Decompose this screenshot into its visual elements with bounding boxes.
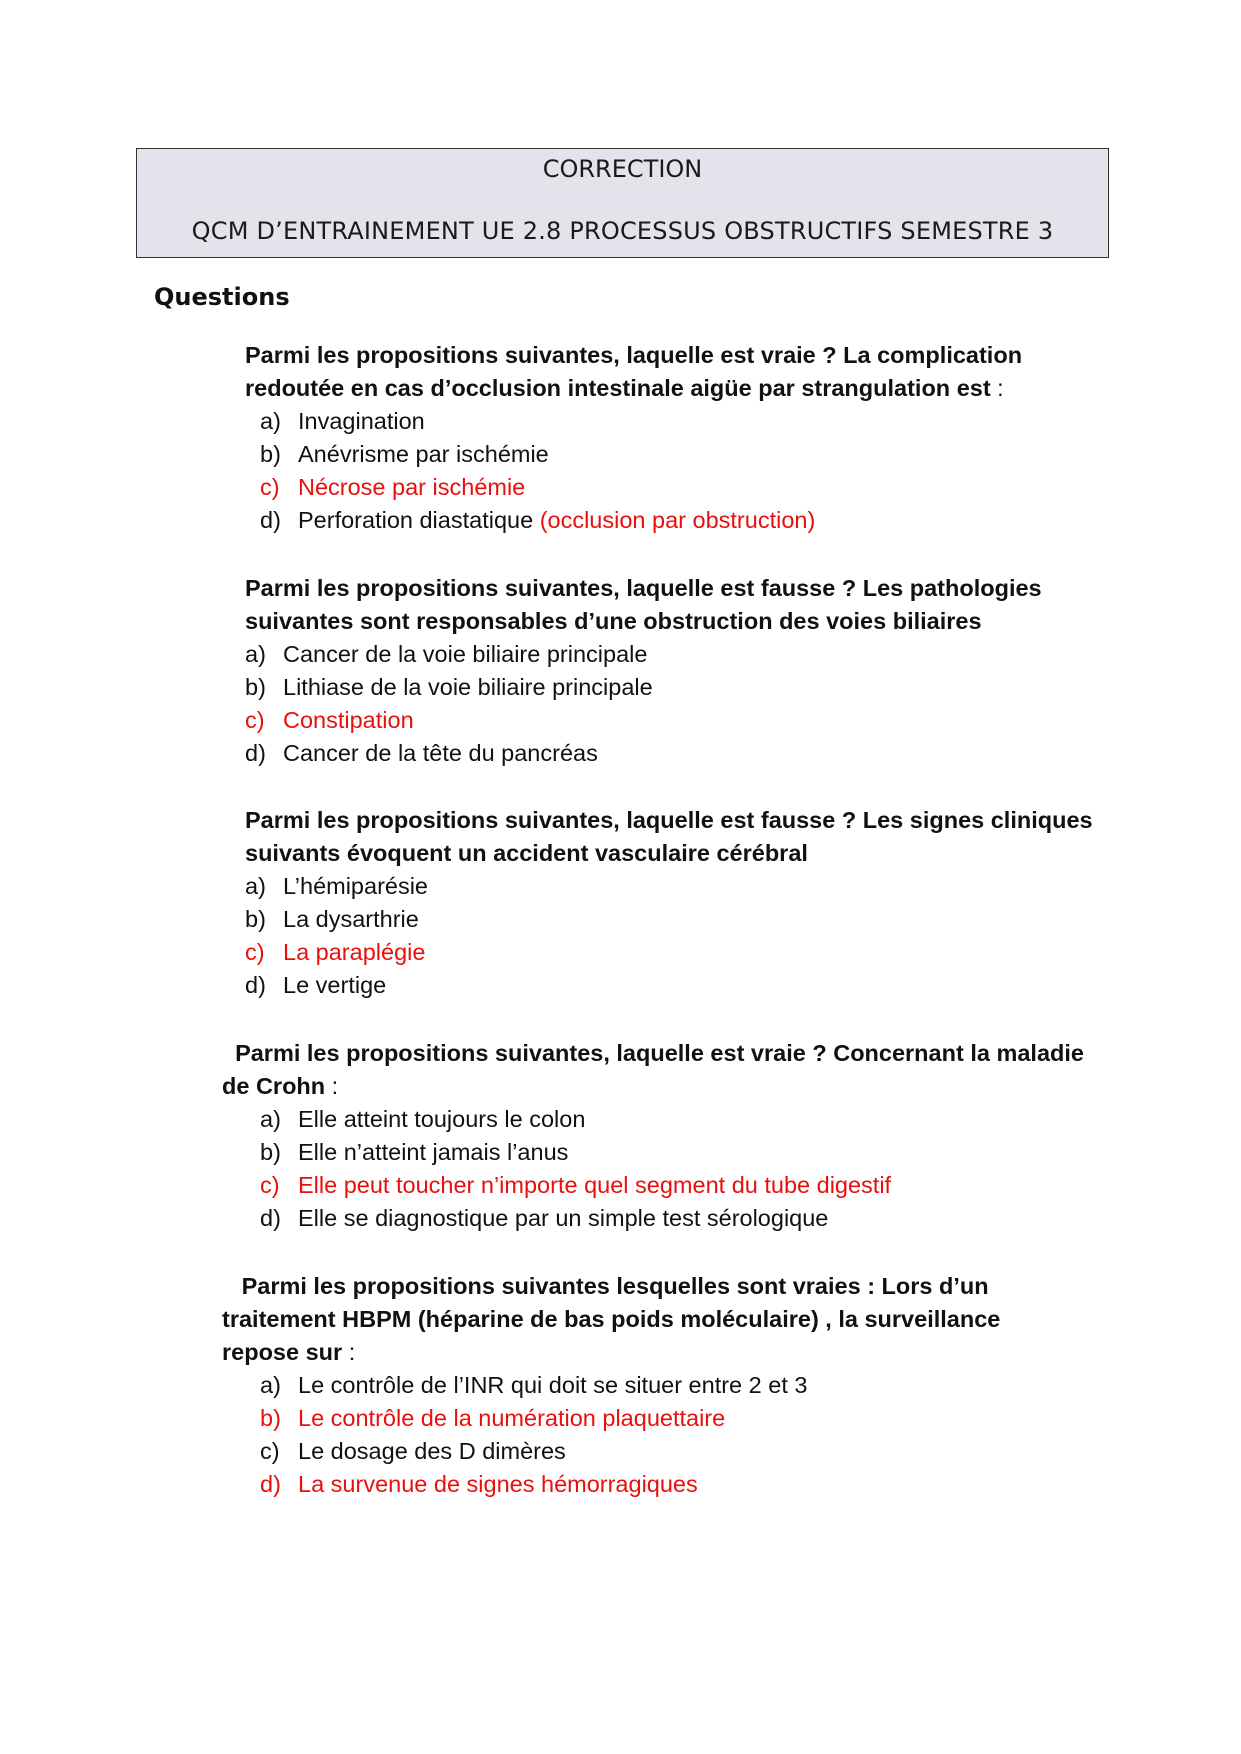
option-text: L’hémiparésie bbox=[283, 873, 429, 899]
header-box bbox=[136, 148, 1109, 258]
option-d bbox=[260, 1202, 1092, 1235]
option-b bbox=[260, 1136, 1092, 1169]
option-a bbox=[245, 870, 1095, 903]
header-subtitle: QCM D’ENTRAINEMENT UE 2.8 PROCESSUS OBSTRUCTIFS SEMESTRE 3 bbox=[191, 217, 1054, 245]
question-3 bbox=[245, 804, 1095, 1002]
option-letter: a) bbox=[245, 873, 266, 899]
option-letter: c) bbox=[245, 707, 265, 733]
option-letter: d) bbox=[260, 1471, 281, 1497]
option-c-correct bbox=[260, 471, 1095, 504]
option-letter: a) bbox=[260, 408, 281, 434]
option-letter: d) bbox=[260, 1205, 281, 1231]
option-letter: b) bbox=[260, 441, 281, 467]
section-title: Questions bbox=[154, 283, 290, 311]
option-c-correct bbox=[260, 1169, 1092, 1202]
option-a bbox=[245, 638, 1115, 671]
option-text: La survenue de signes hémorragiques bbox=[298, 1471, 698, 1497]
question-stem: Parmi les propositions suivantes, laquelle est vraie ? Concernant la maladie de Crohn : bbox=[222, 1040, 1091, 1099]
option-d-correct bbox=[260, 1468, 1082, 1501]
option-text: Elle peut toucher n’importe quel segment du tube digestif bbox=[298, 1172, 892, 1198]
option-text: Perforation diastatique bbox=[298, 507, 534, 533]
option-text: Le contrôle de la numération plaquettaire bbox=[298, 1405, 726, 1431]
option-text: Elle atteint toujours le colon bbox=[298, 1106, 586, 1132]
option-letter: c) bbox=[245, 939, 265, 965]
option-d bbox=[260, 504, 1095, 537]
option-d bbox=[245, 969, 1095, 1002]
option-text: Cancer de la tête du pancréas bbox=[283, 740, 598, 766]
question-stem: Parmi les propositions suivantes, laquelle est fausse ? Les signes cliniques suivants évoquent un accident vasculaire cérébral bbox=[245, 807, 1093, 866]
question-4 bbox=[222, 1037, 1092, 1235]
option-b-correct bbox=[260, 1402, 1082, 1435]
question-stem: Parmi les propositions suivantes lesquelles sont vraies : Lors d’un traitement HBPM (héparine de bas poids moléculaire) , la surveillance repose sur : bbox=[222, 1273, 1007, 1365]
option-letter: b) bbox=[245, 674, 266, 700]
option-text: La paraplégie bbox=[283, 939, 426, 965]
option-letter: a) bbox=[260, 1372, 281, 1398]
header-title: CORRECTION bbox=[542, 155, 703, 183]
option-a bbox=[260, 1369, 1082, 1402]
option-letter: d) bbox=[260, 507, 281, 533]
question-5 bbox=[222, 1270, 1082, 1501]
option-letter: b) bbox=[245, 906, 266, 932]
option-letter: d) bbox=[245, 740, 266, 766]
option-letter: c) bbox=[260, 1438, 280, 1464]
question-2 bbox=[245, 572, 1115, 770]
option-d bbox=[245, 737, 1115, 770]
question-1 bbox=[245, 339, 1095, 537]
option-text: La dysarthrie bbox=[283, 906, 419, 932]
option-b bbox=[260, 438, 1095, 471]
option-letter: a) bbox=[245, 641, 266, 667]
option-text: Nécrose par ischémie bbox=[298, 474, 526, 500]
option-letter: b) bbox=[260, 1405, 281, 1431]
question-stem: Parmi les propositions suivantes, laquelle est vraie ? La complication redoutée en cas d’occlusion intestinale aigüe par strangulation est : bbox=[245, 342, 1023, 401]
option-text: Cancer de la voie biliaire principale bbox=[283, 641, 648, 667]
question-stem: Parmi les propositions suivantes, laquelle est fausse ? Les pathologies suivantes sont responsables d’une obstruction des voies biliaires bbox=[245, 575, 1042, 634]
option-text: Elle se diagnostique par un simple test sérologique bbox=[298, 1205, 829, 1231]
option-text: Anévrisme par ischémie bbox=[298, 441, 549, 467]
option-c bbox=[260, 1435, 1082, 1468]
option-letter: c) bbox=[260, 1172, 280, 1198]
option-letter: b) bbox=[260, 1139, 281, 1165]
option-c-correct bbox=[245, 704, 1115, 737]
option-letter: a) bbox=[260, 1106, 281, 1132]
option-letter: c) bbox=[260, 474, 280, 500]
option-b bbox=[245, 671, 1115, 704]
option-text: Le dosage des D dimères bbox=[298, 1438, 566, 1464]
option-a bbox=[260, 1103, 1092, 1136]
option-c-correct bbox=[245, 936, 1095, 969]
option-letter: d) bbox=[245, 972, 266, 998]
option-text: Elle n’atteint jamais l’anus bbox=[298, 1139, 569, 1165]
option-text: Constipation bbox=[283, 707, 414, 733]
option-text: Le contrôle de l’INR qui doit se situer entre 2 et 3 bbox=[298, 1372, 808, 1398]
option-text bbox=[298, 504, 815, 537]
option-a bbox=[260, 405, 1095, 438]
option-b bbox=[245, 903, 1095, 936]
option-text: Le vertige bbox=[283, 972, 387, 998]
option-text: Lithiase de la voie biliaire principale bbox=[283, 674, 653, 700]
option-text: Invagination bbox=[298, 408, 425, 434]
option-note: (occlusion par obstruction) bbox=[539, 507, 816, 533]
